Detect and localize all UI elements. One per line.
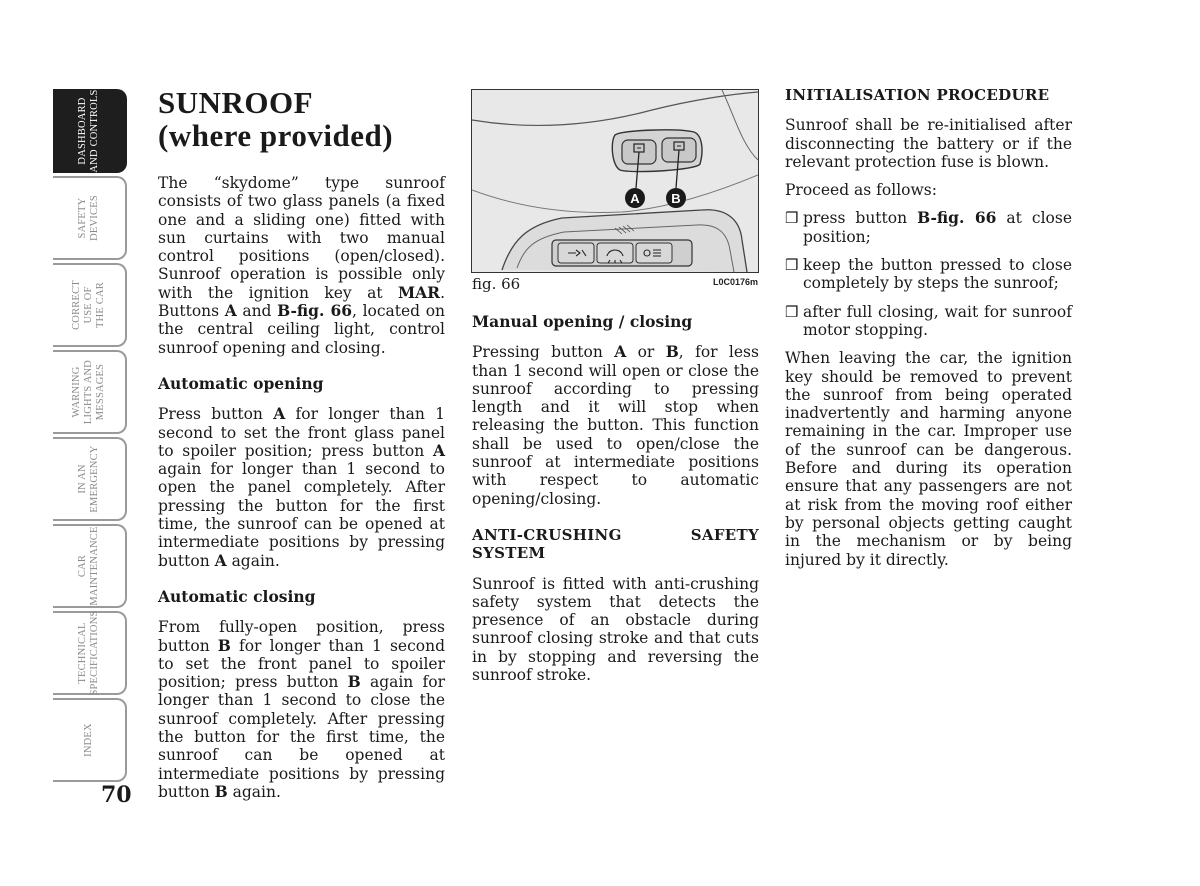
tab-dashboard-and-controls[interactable] — [53, 89, 127, 173]
figure-caption: fig. 66 — [472, 275, 521, 293]
callout-a: A — [630, 191, 640, 206]
text: and — [236, 302, 278, 321]
tab-label: INDEX — [83, 723, 94, 757]
tab-safety-devices[interactable] — [53, 176, 127, 260]
button-ref: B — [217, 635, 231, 655]
tab-label: CAR MAINTENANCE — [77, 526, 100, 606]
subheading-manual-opening-closing: Manual opening / closing — [472, 312, 693, 331]
button-ref: A — [224, 301, 237, 321]
page-number: 70 — [101, 782, 132, 808]
subheading-initialisation: INITIALISATION PROCEDURE — [785, 86, 1050, 104]
figure-ref: B-fig. 66 — [277, 301, 353, 321]
page-title: SUNROOF (where provided) — [158, 85, 394, 153]
subheading-automatic-opening: Automatic opening — [158, 373, 324, 393]
tab-label: WARNING LIGHTS AND MESSAGES — [71, 359, 106, 425]
callout-b: B — [671, 191, 681, 206]
button-ref: A — [432, 440, 445, 460]
tab-label: IN AN EMERGENCY — [77, 445, 100, 513]
text: From fully-open position, press button — [158, 618, 445, 655]
text: Press button — [158, 405, 274, 424]
checkbox-bullet-icon: ❒ — [785, 256, 799, 275]
text: again. — [226, 551, 280, 570]
tab-warning-lights-and-messages[interactable] — [53, 350, 127, 434]
button-ref: A — [273, 404, 286, 424]
tab-label: TECHNICAL SPECIFICATIONS — [77, 610, 100, 696]
text: again. — [227, 782, 281, 801]
initialisation-paragraph: Sunroof shall be re-initialised after disconnecting the battery or if the relevant protection fuse is blown. — [785, 116, 1072, 171]
tab-index[interactable] — [53, 698, 127, 782]
tab-label: CORRECT USE OF THE CAR — [71, 280, 106, 330]
step-item — [785, 303, 1072, 340]
tab-car-maintenance[interactable] — [53, 524, 127, 608]
tab-correct-use-of-the-car[interactable] — [53, 263, 127, 347]
step-item — [785, 209, 1072, 246]
button-ref: B — [347, 672, 361, 692]
key-position: MAR — [397, 282, 441, 302]
tab-in-an-emergency[interactable] — [53, 437, 127, 521]
section-tabs — [53, 89, 131, 785]
automatic-opening-paragraph — [158, 405, 445, 570]
tab-label: SAFETY DEVICES — [77, 195, 100, 241]
step-text: keep the button pressed to close completely by steps the sunroof; — [803, 256, 1072, 293]
figure-ref: B-fig. 66 — [917, 208, 997, 228]
figure-66-ceiling-light-illustration — [471, 89, 759, 273]
automatic-closing-paragraph — [158, 618, 445, 801]
text: Pressing button — [472, 343, 615, 362]
text: . Buttons — [158, 283, 445, 321]
proceed-line: Proceed as follows: — [785, 181, 937, 200]
subheading-anti-crushing: ANTI-CRUSHING SAFETY SYSTEM — [472, 525, 759, 563]
checkbox-bullet-icon: ❒ — [785, 302, 799, 321]
text: press button — [803, 209, 918, 228]
step-item — [785, 256, 1072, 293]
tab-technical-specifications[interactable] — [53, 611, 127, 695]
intro-paragraph — [158, 174, 445, 357]
ceiling-console-drawing — [472, 90, 758, 272]
text: at close position; — [803, 209, 1072, 246]
text: The “skydome” type sunroof consists of two glass panels (a fixed one and a sliding one) fitted with sun curtains with two manual control positions (open/closed). Sunroof operation is possible only with the ignition key at — [158, 174, 445, 302]
button-ref: A — [214, 550, 227, 570]
text: for longer than 1 second to set the front glass panel to spoiler position; press button — [158, 405, 445, 460]
manual-paragraph — [472, 343, 759, 508]
column-3 — [785, 86, 1072, 579]
checkbox-bullet-icon: ❒ — [785, 209, 799, 228]
column-1 — [158, 86, 445, 811]
text: again for longer than 1 second to open the panel completely. After pressing the button for the first time, the sunroof can be opened at intermediate positions by pressing button — [158, 460, 445, 570]
button-ref: B — [214, 781, 228, 801]
text: , located on the central ceiling light, control sunroof opening and closing. — [158, 302, 446, 357]
anti-crushing-paragraph: Sunroof is fitted with anti-crushing safety system that detects the presence of an obstacle during sunroof closing stroke and that cuts in by stopping and reversing the sunroof stroke. — [472, 574, 759, 685]
step-text — [803, 209, 1072, 246]
subheading-automatic-closing: Automatic closing — [158, 586, 316, 606]
step-text: after full closing, wait for sunroof motor stopping. — [803, 302, 1072, 339]
text: or — [626, 343, 666, 362]
tab-label: DASHBOARD AND CONTROLS — [77, 89, 100, 173]
safety-warning-paragraph: When leaving the car, the ignition key should be removed to prevent the sunroof from being operated inadvertently and harming anyone remaining in the car. Improper use of the sunroof can be dangerous. Before and during its operation ensure that any passengers are not at risk from the moving roof either by personal objects getting caught in the mechanism or by being injured by it directly. — [785, 349, 1072, 569]
column-2 — [472, 313, 759, 694]
text: again for longer than 1 second to close the sunroof completely. After pressing the button for the first time, the sunroof can be opened at intermediate positions by pressing button — [158, 673, 445, 801]
figure-code: L0C0176m — [713, 277, 759, 287]
button-ref: A — [614, 342, 627, 362]
text: for longer than 1 second to set the front panel to spoiler position; press button — [158, 636, 445, 692]
text: , for less than 1 second will open or close the sunroof according to pressing length and it will stop when releasing the button. This function shall be used to open/close the sunroof at intermediate positions with respect to automatic opening/closing. — [472, 343, 759, 508]
button-ref: B — [665, 342, 679, 362]
